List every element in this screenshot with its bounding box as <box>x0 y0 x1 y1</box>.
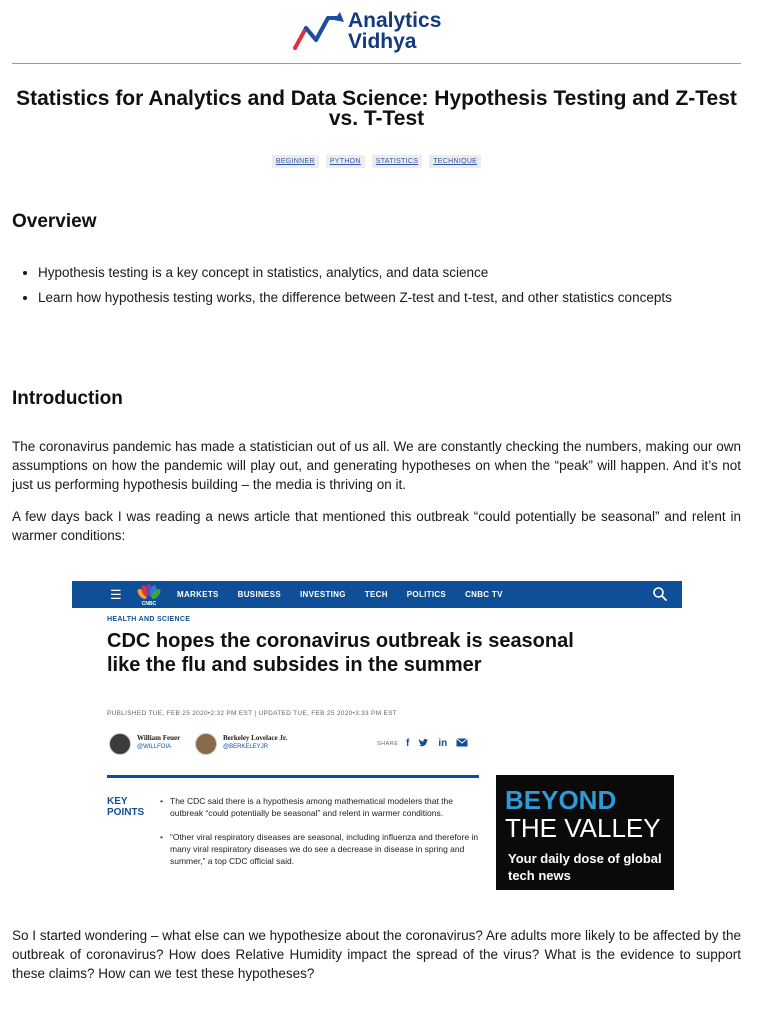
key-point-text: “Other viral respiratory diseases are seasonal, including influenza and therefore in many viral respiratory diseases we do see a decrease in disease in spring and summer,” a top CDC official said. <box>170 832 479 866</box>
tag-technique[interactable]: TECHNIQUE <box>429 155 481 168</box>
key-point <box>160 795 480 819</box>
news-article-image <box>72 581 682 891</box>
key-points-list <box>160 795 480 879</box>
twitter-icon <box>418 738 429 748</box>
nav-item-cnbc-tv: CNBC TV <box>465 590 503 599</box>
logo-line-2: Vidhya <box>348 30 417 53</box>
cnbc-logo-text: CNBC <box>141 601 157 606</box>
overview-bullet: • Hypothesis testing is a key concept in statistics, analytics, and data science <box>38 263 767 282</box>
article-title: Statistics for Analytics and Data Science: Hypothesis Testing and Z-Test vs. T-Test <box>16 87 737 130</box>
overview-bullet: • Learn how hypothesis testing works, the difference between Z-test and t-test, and other statistics concepts <box>38 288 767 307</box>
intro-paragraph-1: The coronavirus pandemic has made a statistician out of us all. We are constantly checking the numbers, making our own assumptions on how the pandemic will play out, and generating hypotheses on when the “peak” will happen. And it’s not just us performing hypothesis building – the media is thriving on it. <box>12 439 741 492</box>
header-divider <box>12 63 741 64</box>
share-icons <box>406 738 468 749</box>
bullet-icon: • <box>160 796 163 806</box>
key-points-label: KEY POINTS <box>107 796 145 818</box>
facebook-icon: f <box>406 738 410 749</box>
email-icon <box>456 738 468 747</box>
hamburger-menu-icon: ☰ <box>110 587 122 602</box>
news-nav-items <box>177 590 503 599</box>
tag-python[interactable]: PYTHON <box>326 155 365 168</box>
avatar <box>195 733 217 755</box>
search-icon <box>652 586 668 602</box>
site-logo[interactable] <box>292 8 482 58</box>
news-kicker: HEALTH AND SCIENCE <box>107 616 191 623</box>
news-dateline: PUBLISHED TUE, FEB 25 2020•2:32 PM EST | UPDATED TUE, FEB 25 2020•3:33 PM EST <box>107 710 398 717</box>
intro-paragraph-3: So I started wondering – what else can we hypothesize about the coronavirus? Are adults more likely to be affected by the outbreak of coronavirus? How does Relative Humidity impact the spread of the virus? What is the evidence to support these claims? How can we test these hypotheses? <box>12 928 741 981</box>
linkedin-icon: in <box>438 738 448 749</box>
analytics-vidhya-logo-mark-icon <box>292 10 346 52</box>
tag-list <box>12 155 741 168</box>
tag-statistics[interactable]: STATISTICS <box>372 155 422 168</box>
ad-title-line-2: THE VALLEY <box>505 813 661 843</box>
cnbc-peacock-logo-icon <box>136 584 162 606</box>
avatar <box>109 733 131 755</box>
ad-title-line-1: BEYOND <box>505 785 617 815</box>
beyond-the-valley-ad <box>496 775 674 890</box>
ad-subtitle: Your daily dose of global tech news <box>508 851 662 883</box>
nav-item-tech: TECH <box>364 590 388 599</box>
nav-item-business: BUSINESS <box>237 590 281 599</box>
tag-beginner[interactable]: BEGINNER <box>272 155 319 168</box>
overview-list <box>12 263 767 313</box>
author-handle: @BERKELEYJR <box>223 744 269 750</box>
author-name: William Feuer <box>137 734 181 742</box>
news-headline: CDC hopes the coronavirus outbreak is seasonal like the flu and subsides in the summer <box>107 630 574 676</box>
nav-item-investing: INVESTING <box>299 590 346 599</box>
key-point <box>160 831 480 867</box>
introduction-heading: Introduction <box>12 388 123 409</box>
intro-paragraph-2: A few days back I was reading a news article that mentioned this outbreak “could potentially be seasonal” and relent in warmer conditions: <box>12 509 741 543</box>
logo-wordmark <box>348 10 441 52</box>
author-name: Berkeley Lovelace Jr. <box>223 734 288 742</box>
overview-heading: Overview <box>12 211 97 232</box>
nav-item-markets: MARKETS <box>177 590 219 599</box>
news-nav-bar <box>72 581 682 608</box>
nav-item-politics: POLITICS <box>406 590 447 599</box>
author-handle: @WILLFOIA <box>137 744 172 750</box>
share-label: SHARE <box>377 741 399 747</box>
key-point-text: The CDC said there is a hypothesis among mathematical modelers that the outbreak “could potentially be seasonal” and relent in warmer conditions. <box>170 796 453 818</box>
bullet-icon: • <box>160 832 163 842</box>
logo-line-1: Analytics <box>348 9 442 32</box>
key-points-divider <box>107 775 479 778</box>
